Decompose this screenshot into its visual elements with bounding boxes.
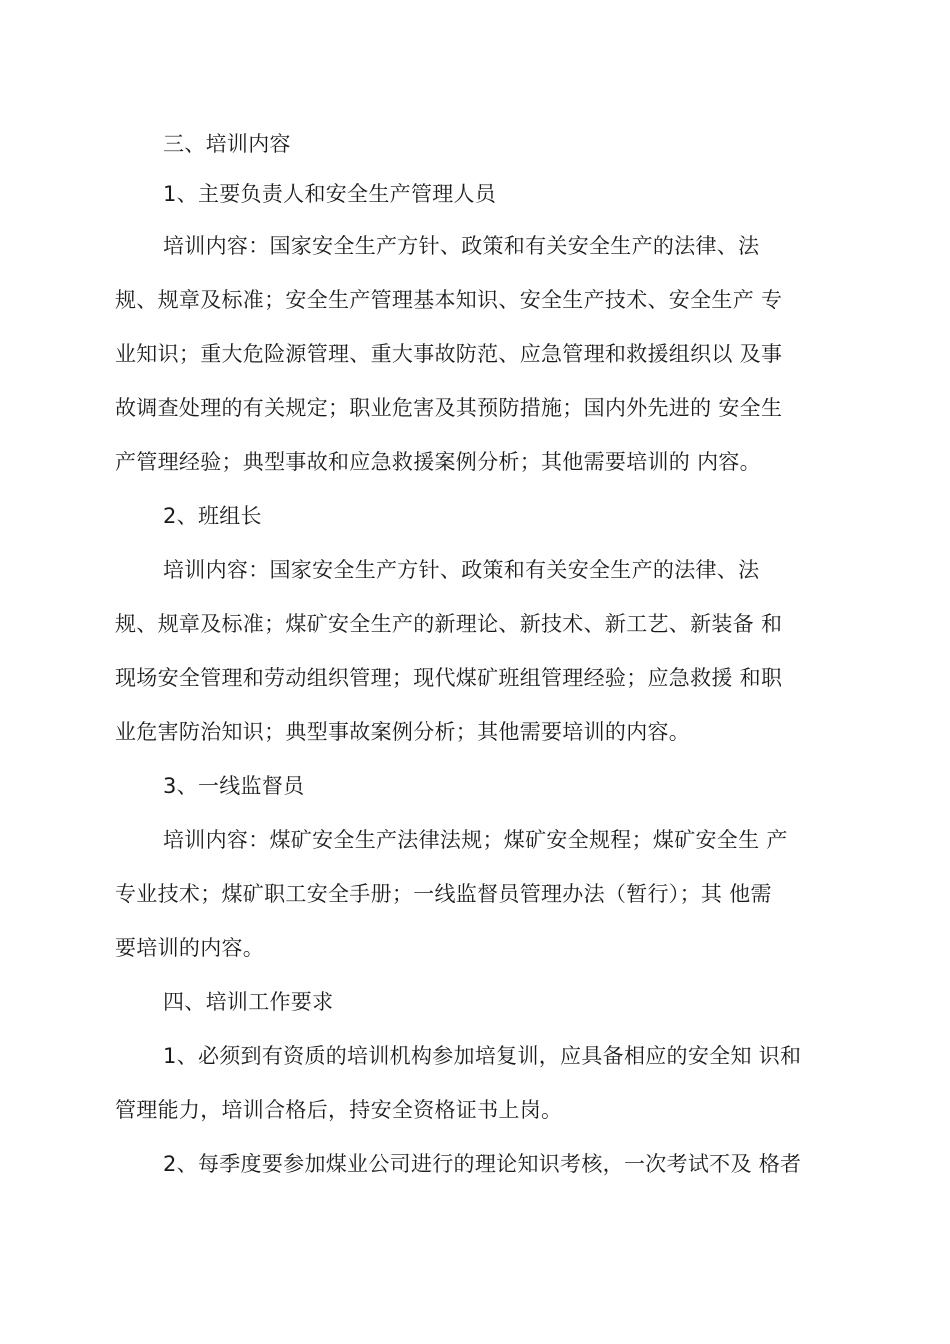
paragraph-line: 规、规章及标准；安全生产管理基本知识、安全生产技术、安全生产 专 xyxy=(115,288,783,312)
paragraph-line: 业危害防治知识；典型事故案例分析；其他需要培训的内容。 xyxy=(115,720,691,744)
section-heading-work-requirements: 四、培训工作要求 xyxy=(163,990,334,1014)
section-heading-training-content: 三、培训内容 xyxy=(163,132,291,156)
paragraph-line: 管理能力，培训合格后，持安全资格证书上岗。 xyxy=(115,1098,563,1122)
paragraph-line: 专业技术；煤矿职工安全手册；一线监督员管理办法（暂行）；其 他需 xyxy=(115,882,772,906)
paragraph-line: 1、必须到有资质的培训机构参加培复训，应具备相应的安全知 识和 xyxy=(163,1044,802,1068)
subheading-team-leader: 2、班组长 xyxy=(163,504,262,528)
paragraph-line: 规、规章及标准；煤矿安全生产的新理论、新技术、新工艺、新装备 和 xyxy=(115,612,783,636)
paragraph-line: 要培训的内容。 xyxy=(115,936,265,960)
subheading-principal-managers: 1、主要负责人和安全生产管理人员 xyxy=(163,182,497,206)
paragraph-line: 现场安全管理和劳动组织管理；现代煤矿班组管理经验；应急救援 和职 xyxy=(115,666,783,690)
paragraph-line: 故调查处理的有关规定；职业危害及其预防措施；国内外先进的 安全生 xyxy=(115,396,783,420)
paragraph-line: 培训内容：国家安全生产方针、政策和有关安全生产的法律、法 xyxy=(163,558,760,582)
paragraph-line: 产管理经验；典型事故和应急救援案例分析；其他需要培训的 内容。 xyxy=(115,450,761,474)
paragraph-line: 培训内容：国家安全生产方针、政策和有关安全生产的法律、法 xyxy=(163,234,760,258)
subheading-frontline-supervisor: 3、一线监督员 xyxy=(163,774,305,798)
paragraph-line: 培训内容：煤矿安全生产法律法规；煤矿安全规程；煤矿安全生 产 xyxy=(163,828,788,852)
paragraph-line: 2、每季度要参加煤业公司进行的理论知识考核，一次考试不及 格者 xyxy=(163,1152,802,1176)
paragraph-line: 业知识；重大危险源管理、重大事故防范、应急管理和救援组织以 及事 xyxy=(115,342,783,366)
